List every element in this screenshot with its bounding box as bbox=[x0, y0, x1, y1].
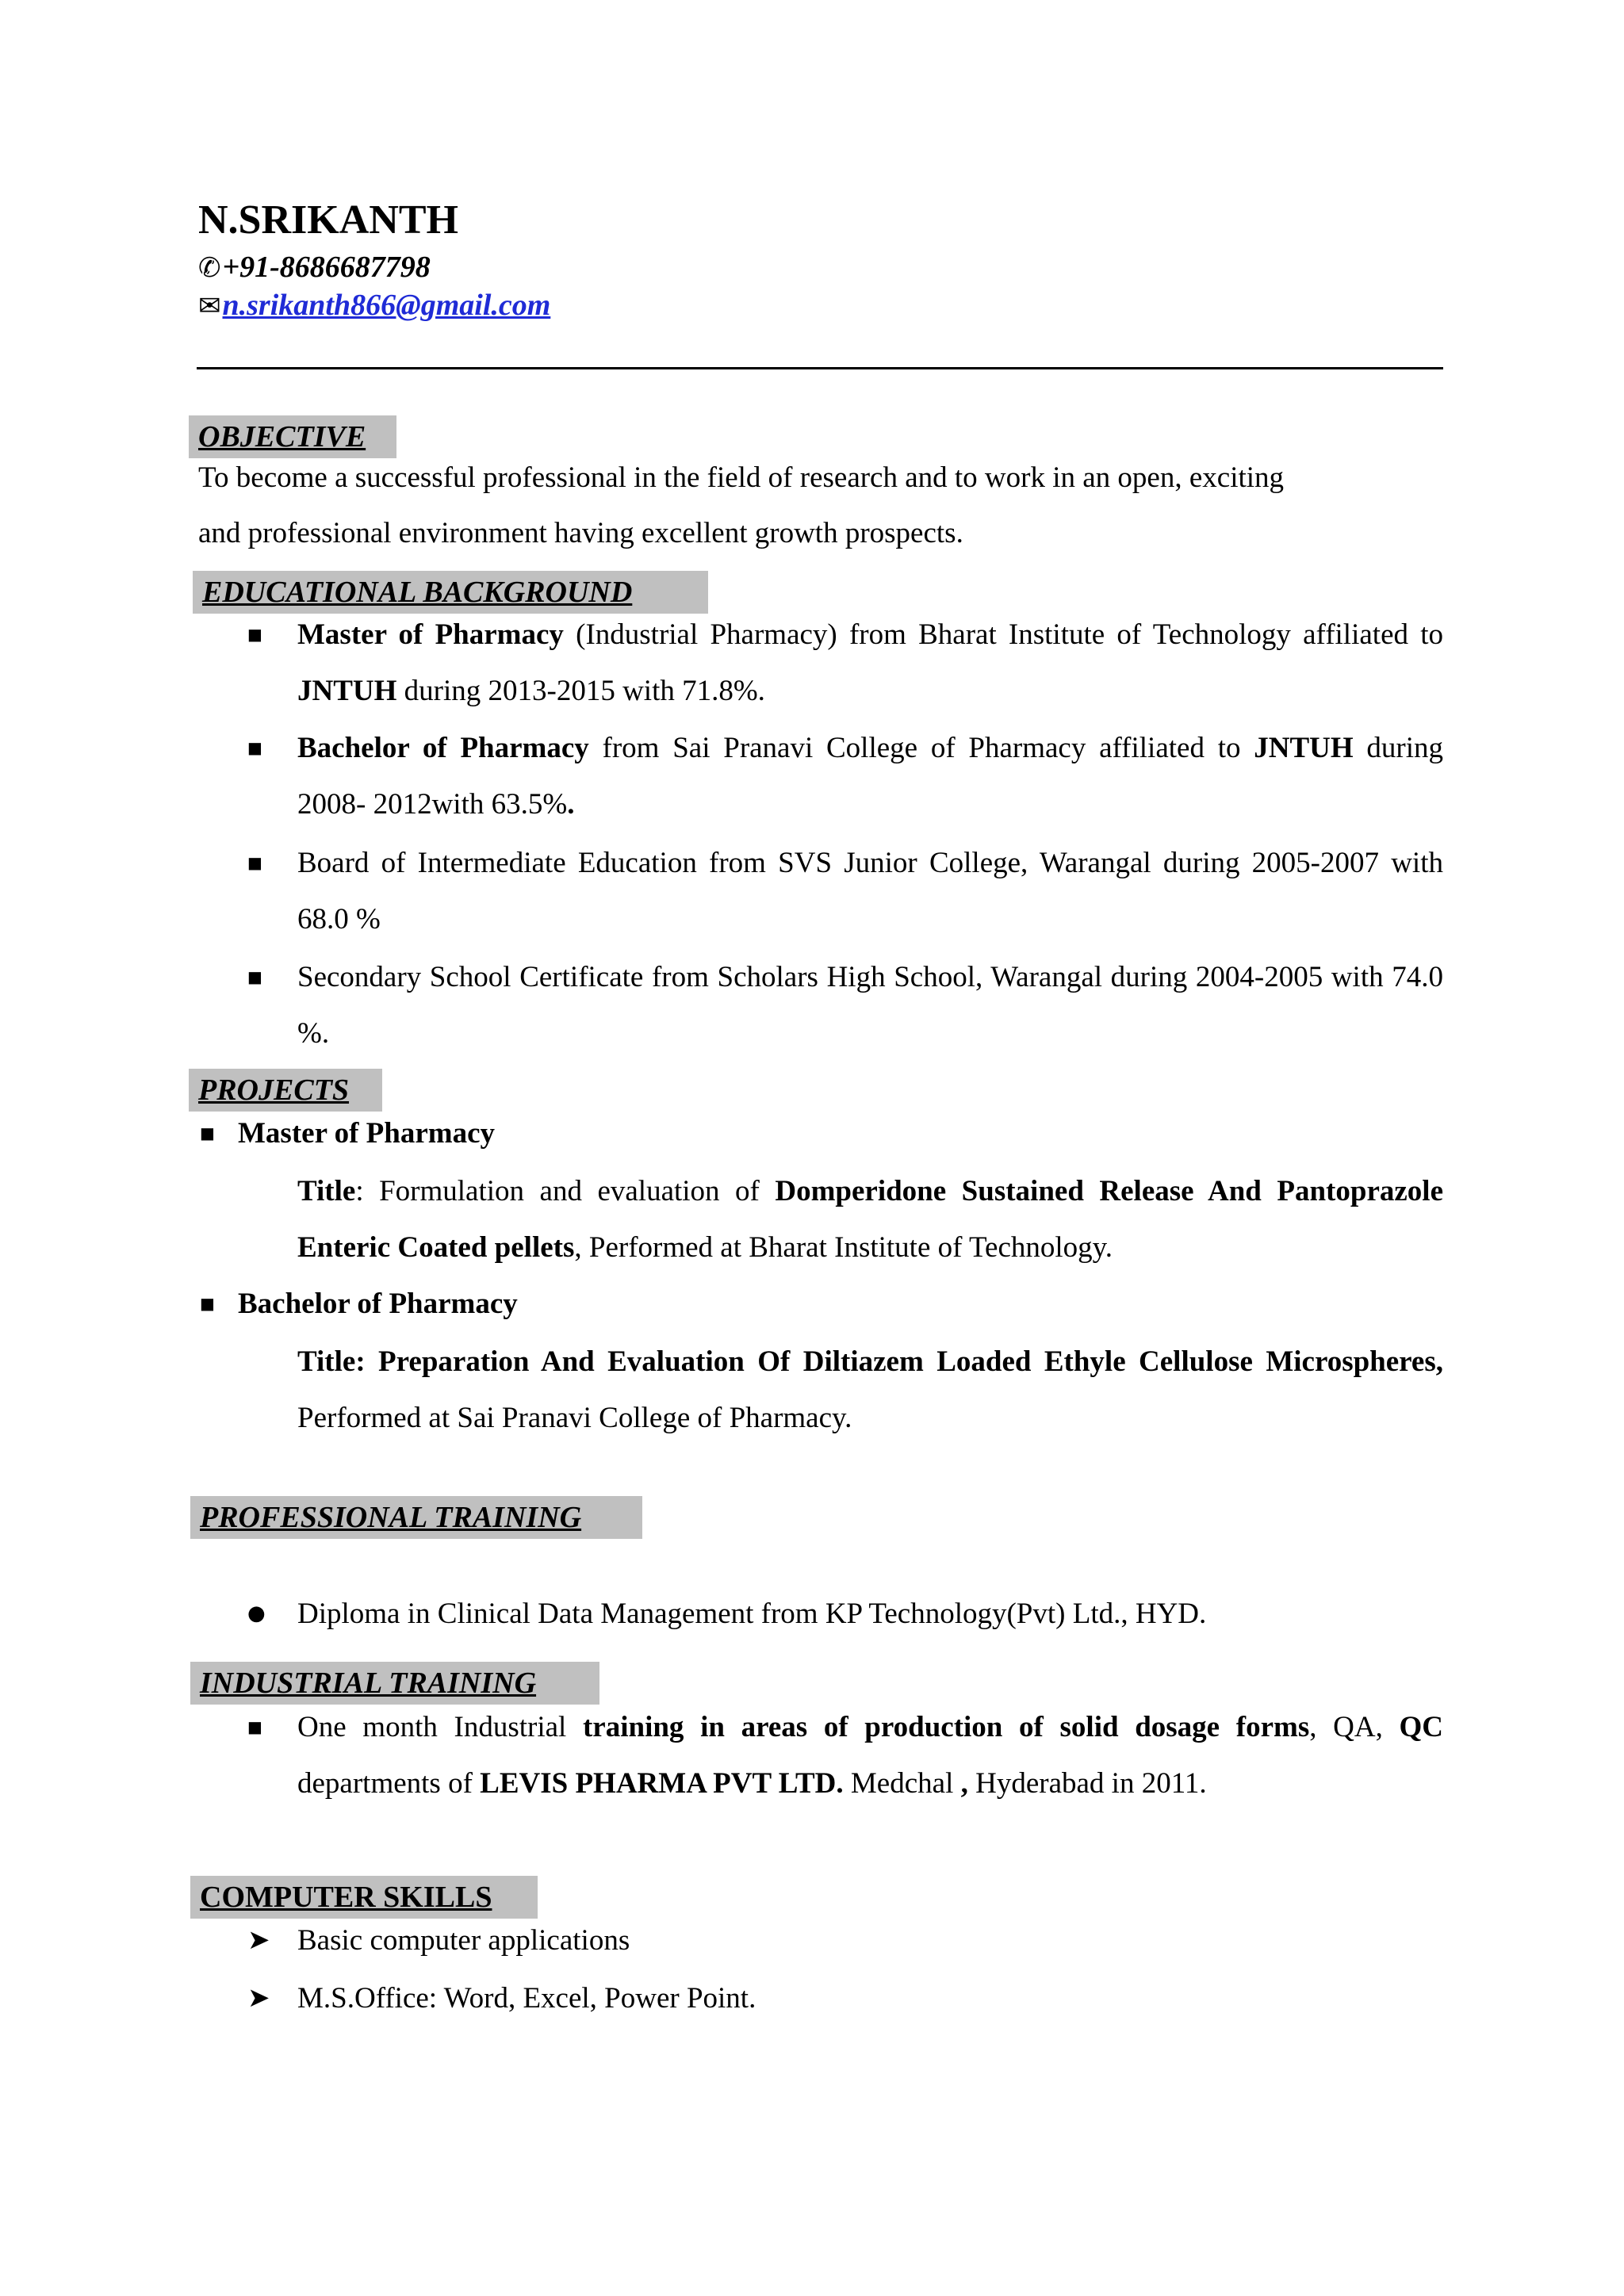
education-item-masters: Master of Pharmacy (Industrial Pharmacy) from Bharat Institute of Technology affiliated to JNTUH during 2013-2015 with 71.8%. bbox=[297, 618, 1443, 707]
square-bullet-icon: ■ bbox=[247, 738, 262, 757]
projects-heading: PROJECTS bbox=[189, 1069, 382, 1112]
round-bullet-icon: ● bbox=[247, 1601, 266, 1625]
professional-training-item: Diploma in Clinical Data Management from KP Technology(Pvt) Ltd., HYD. bbox=[297, 1598, 1207, 1630]
square-bullet-icon: ■ bbox=[247, 967, 262, 986]
phone-number: +91-8686687798 bbox=[222, 251, 431, 284]
education-heading: EDUCATIONAL BACKGROUND bbox=[193, 571, 708, 614]
email-line bbox=[198, 285, 550, 326]
phone-icon: ✆ bbox=[198, 252, 221, 284]
project-title-masters: Title: Formulation and evaluation of Domperidone Sustained Release And Pantoprazole Enteric Coated pellets, Performed at Bharat Institute of Technology. bbox=[297, 1175, 1443, 1264]
candidate-name: N.SRIKANTH bbox=[198, 197, 458, 243]
education-item-bachelors: Bachelor of Pharmacy from Sai Pranavi College of Pharmacy affiliated to JNTUH during 2008- 2012with 63.5%. bbox=[297, 732, 1443, 821]
square-bullet-icon: ■ bbox=[247, 625, 262, 644]
square-bullet-icon: ■ bbox=[247, 1717, 262, 1736]
industrial-training-heading: INDUSTRIAL TRAINING bbox=[190, 1662, 599, 1705]
project-degree-bachelors: Bachelor of Pharmacy bbox=[238, 1288, 518, 1320]
objective-line-1: To become a successful professional in the field of research and to work in an open, exciting bbox=[198, 461, 1285, 494]
computer-skills-heading: COMPUTER SKILLS bbox=[190, 1876, 538, 1919]
square-bullet-icon: ■ bbox=[247, 853, 262, 872]
education-item-intermediate: Board of Intermediate Education from SVS Junior College, Warangal during 2005-2007 with 68.0 % bbox=[297, 847, 1443, 936]
header-divider bbox=[197, 367, 1443, 369]
objective-heading: OBJECTIVE bbox=[189, 415, 396, 458]
professional-training-heading: PROFESSIONAL TRAINING bbox=[190, 1496, 642, 1539]
square-bullet-icon: ■ bbox=[200, 1123, 215, 1142]
envelope-icon: ✉ bbox=[198, 290, 221, 322]
square-bullet-icon: ■ bbox=[200, 1294, 215, 1313]
education-item-ssc: Secondary School Certificate from Scholars High School, Warangal during 2004-2005 with 74.0 %. bbox=[297, 961, 1443, 1050]
computer-skill-item: M.S.Office: Word, Excel, Power Point. bbox=[297, 1982, 756, 2015]
arrow-bullet-icon: ➤ bbox=[247, 1924, 270, 1956]
project-title-bachelors: Title: Preparation And Evaluation Of Diltiazem Loaded Ethyle Cellulose Microspheres, Performed at Sai Pranavi College of Pharmacy. bbox=[297, 1345, 1443, 1434]
computer-skill-item: Basic computer applications bbox=[297, 1924, 630, 1957]
objective-line-2: and professional environment having excellent growth prospects. bbox=[198, 517, 963, 549]
phone-line bbox=[198, 247, 431, 288]
arrow-bullet-icon: ➤ bbox=[247, 1982, 270, 2014]
email-link[interactable]: n.srikanth866@gmail.com bbox=[222, 289, 551, 322]
project-degree-masters: Master of Pharmacy bbox=[238, 1117, 495, 1150]
industrial-training-item: One month Industrial training in areas of production of solid dosage forms, QA, QC departments of LEVIS PHARMA PVT LTD. Medchal , Hyderabad in 2011. bbox=[297, 1711, 1443, 1800]
